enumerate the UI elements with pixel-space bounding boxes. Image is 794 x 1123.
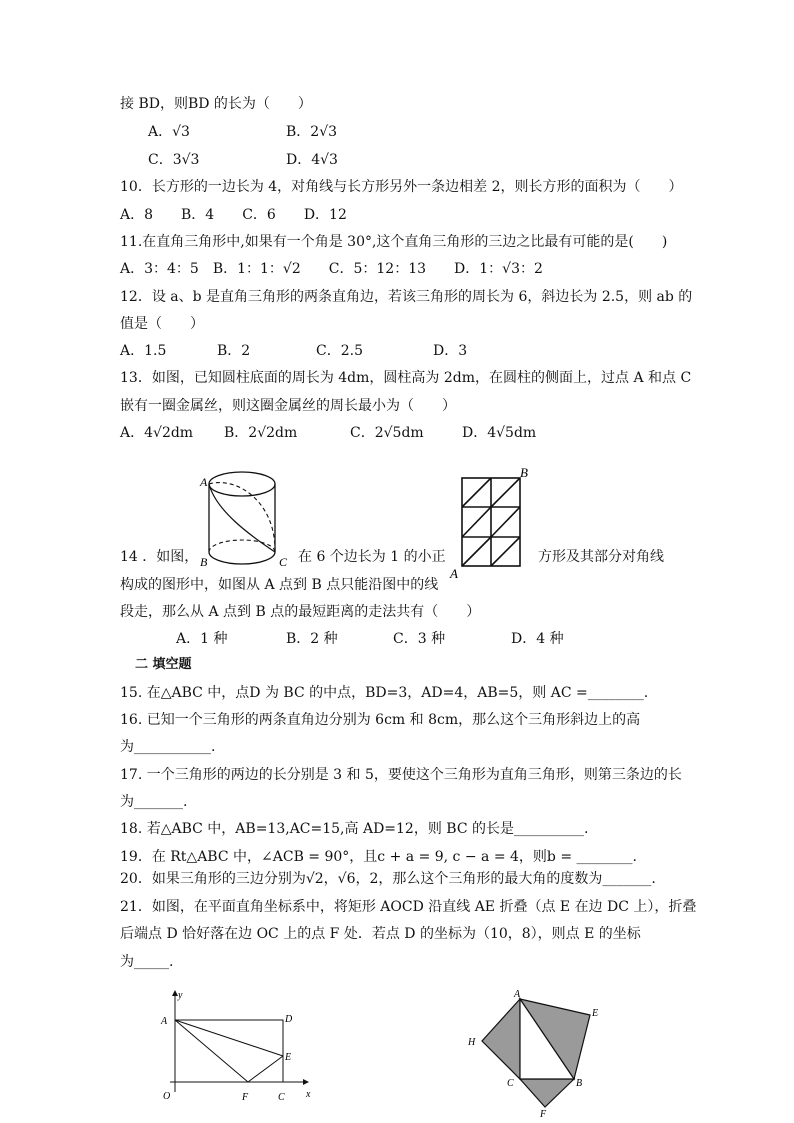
q9-option-d: D．4√3 xyxy=(286,152,338,168)
coord-label-o: O xyxy=(163,1091,171,1102)
coord-label-a: A xyxy=(161,1016,168,1027)
q17-line2: 为_______. xyxy=(120,794,188,810)
coord-axis-x: x xyxy=(306,1089,311,1100)
q10-options: A．8 B．4 C．6 D．12 xyxy=(120,207,347,223)
q9-option-b: B．2√3 xyxy=(286,124,338,140)
q21-line2: 后端点 D 恰好落在边 OC 上的点 F 处．若点 D 的坐标为（10，8），则点 E 的坐标 xyxy=(120,926,641,942)
q16-line2: 为___________. xyxy=(120,739,216,755)
q19-text: 19．在 Rt△ABC 中，∠ACB = 90°，且c + a = 9, c − a = 4，则b = ________. xyxy=(120,849,637,865)
q11-options: A．3：4：5 B．1：1：√2 C．5：12：13 D．1：√3：2 xyxy=(120,261,543,277)
q14-line2: 构成的图形中，如图从 A 点到 B 点只能沿图中的线 xyxy=(120,577,439,593)
q12-option-a: A．1.5 xyxy=(120,343,167,359)
cylinder-figure xyxy=(196,466,300,578)
q13-option-b: B．2√2dm xyxy=(224,425,298,441)
cylinder-label-b: B xyxy=(200,555,208,569)
q14-line3: 段走，那么从 A 点到 B 点的最短距离的走法共有（ ） xyxy=(120,604,481,620)
q13-text-line2: 嵌有一圈金属丝，则这圈金属丝的周长最小为（ ） xyxy=(120,398,456,414)
q9-option-c: C．3√3 xyxy=(148,152,200,168)
q14-option-d: D．4 种 xyxy=(511,631,564,647)
q14-mid: 在 6 个边长为 1 的小正 xyxy=(298,549,446,565)
grid-figure xyxy=(446,462,536,582)
coord-label-c: C xyxy=(278,1092,285,1103)
q9-continuation: 接 BD，则BD 的长为（ ） xyxy=(120,96,312,112)
q12-option-c: C．2.5 xyxy=(316,343,363,359)
q21-line3: 为_____. xyxy=(120,954,174,970)
q15-text: 15. 在△ABC 中，点D 为 BC 的中点，BD=3，AD=4，AB=5，则 AC =________. xyxy=(120,685,649,701)
q14-option-c: C．3 种 xyxy=(393,631,446,647)
q12-text-line2: 值是（ ） xyxy=(120,316,204,332)
q16-line1: 16. 已知一个三角形的两条直角边分别为 6cm 和 8cm，那么这个三角形斜边上的高 xyxy=(120,712,641,728)
q12-option-d: D．3 xyxy=(433,343,468,359)
q18-text: 18. 若△ABC 中，AB=13,AC=15,高 AD=12，则 BC 的长是__________. xyxy=(120,821,589,837)
squares-label-b: B xyxy=(576,1078,583,1089)
q20-text: 20．如果三角形的三边分别为√2，√6，2，那么这个三角形的最大角的度数为_______. xyxy=(120,871,656,887)
coord-label-e: E xyxy=(285,1052,292,1063)
q14-prefix: 14 ．如图， xyxy=(120,549,199,565)
q14-option-a: A．1 种 xyxy=(176,631,228,647)
section-fill-in-title: 二 填空题 xyxy=(135,657,192,672)
q13-option-d: D．4√5dm xyxy=(462,425,537,441)
q12-text-line1: 12．设 a、b 是直角三角形的两条直角边，若该三角形的周长为 6，斜边长为 2.5，则 ab 的 xyxy=(120,289,693,305)
grid-label-b: B xyxy=(520,465,528,480)
squares-label-f: F xyxy=(540,1109,547,1117)
coord-axis-y: y xyxy=(178,990,183,1001)
q14-option-b: B．2 种 xyxy=(286,631,338,647)
q13-option-c: C．2√5dm xyxy=(350,425,424,441)
q9-option-a: A．√3 xyxy=(148,124,190,140)
squares-label-h: H xyxy=(468,1037,476,1048)
q14-post: 方形及其部分对角线 xyxy=(538,549,664,565)
q17-line1: 17. 一个三角形的两边的长分别是 3 和 5，要使这个三角形为直角三角形，则第三条边的长 xyxy=(120,767,682,783)
squares-label-a: A xyxy=(514,989,521,1000)
squares-figure xyxy=(456,985,606,1117)
q11-text: 11.在直角三角形中,如果有一个角是 30°,这个直角三角形的三边之比最有可能的是( ) xyxy=(120,234,668,250)
grid-label-a: A xyxy=(450,566,458,581)
coord-label-d: D xyxy=(285,1014,293,1025)
q10-text: 10．长方形的一边长为 4，对角线与长方形另外一条边相差 2，则长方形的面积为（ ） xyxy=(120,179,683,195)
coordinate-figure xyxy=(156,985,316,1105)
cylinder-label-a: A xyxy=(200,475,208,489)
q21-line1: 21．如图，在平面直角坐标系中，将矩形 AOCD 沿直线 AE 折叠（点 E 在边 DC 上），折叠 xyxy=(120,899,697,915)
coord-label-f: F xyxy=(242,1092,249,1103)
cylinder-label-c: C xyxy=(279,555,288,569)
squares-label-c: C xyxy=(507,1078,514,1089)
q13-option-a: A．4√2dm xyxy=(120,425,194,441)
q13-text-line1: 13．如图，已知圆柱底面的周长为 4dm，圆柱高为 2dm，在圆柱的侧面上，过点 A 和点 C xyxy=(120,370,692,386)
q12-option-b: B．2 xyxy=(217,343,251,359)
squares-label-e: E xyxy=(592,1008,599,1019)
